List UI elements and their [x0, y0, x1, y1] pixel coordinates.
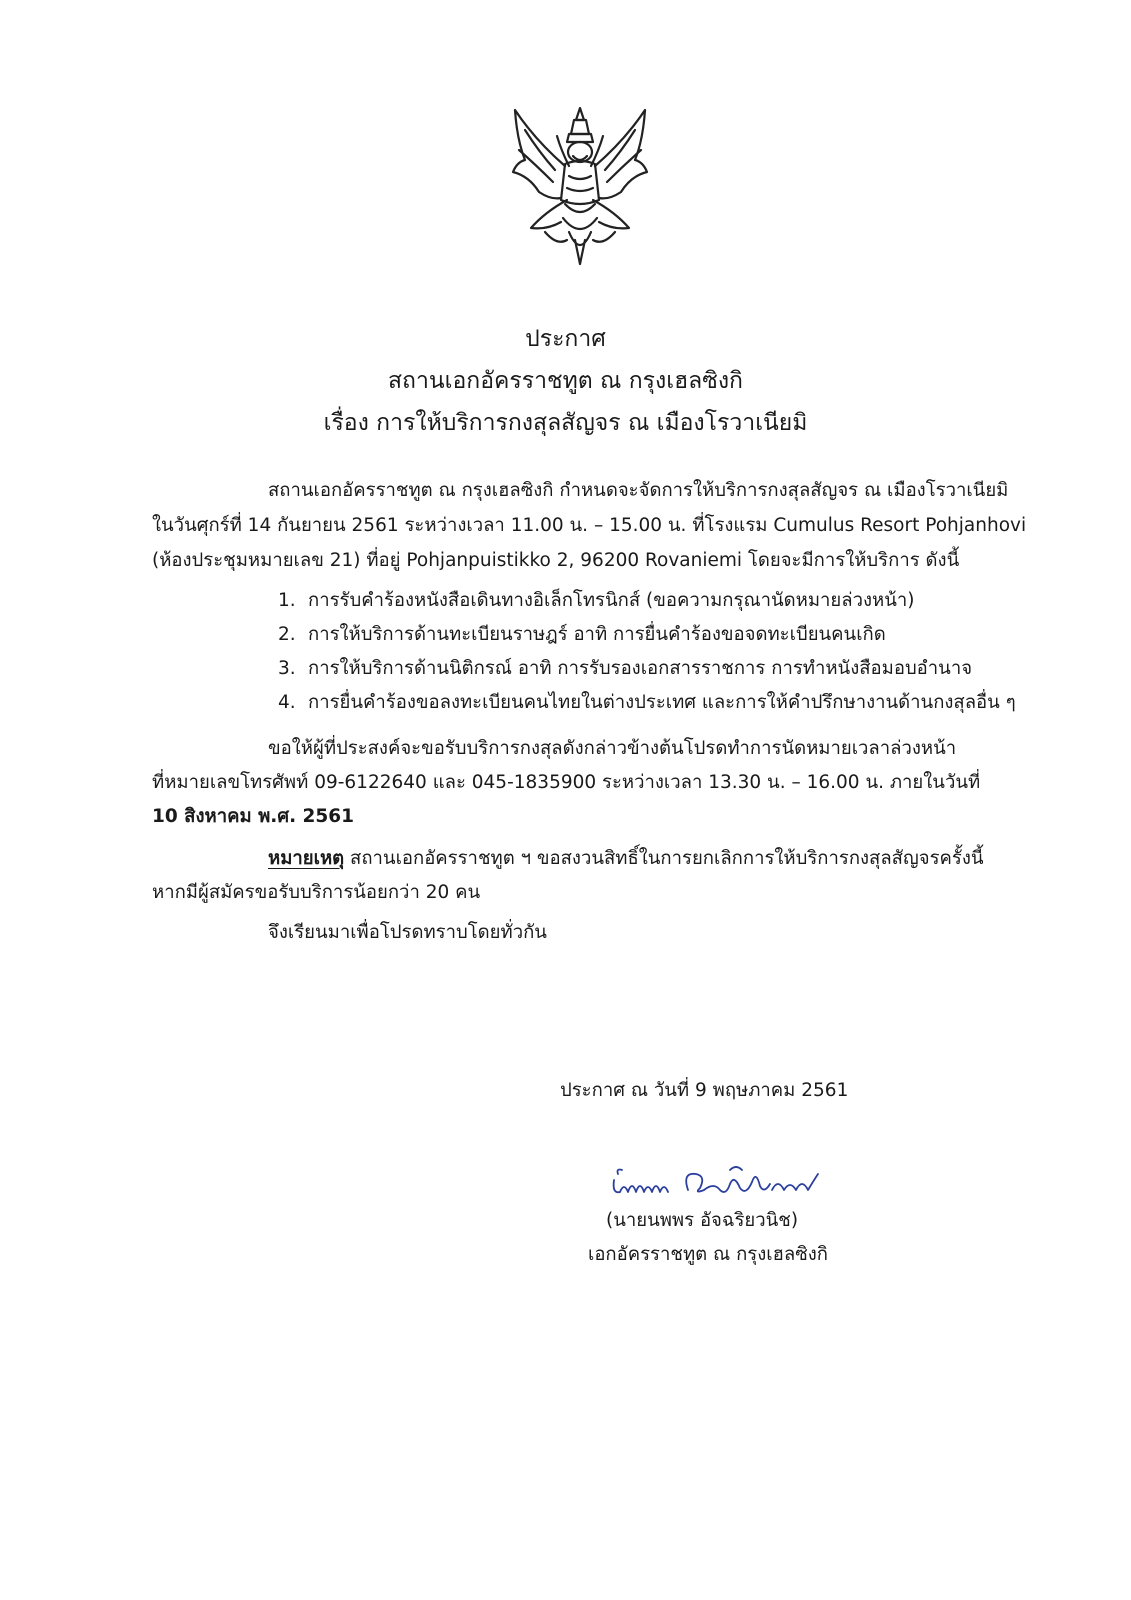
service-item	[278, 660, 972, 679]
appointment-deadline: 10 สิงหาคม พ.ศ. 2561	[152, 806, 355, 827]
note-line-2: หากมีผู้สมัครขอรับบริการน้อยกว่า 20 คน	[152, 882, 481, 903]
header-announcement: ประกาศ	[525, 326, 606, 352]
service-text: การให้บริการด้านนิติกรณ์ อาทิ การรับรองเอกสารราชการ การทำหนังสือมอบอำนาจ	[308, 658, 973, 679]
service-number: 1.	[278, 590, 296, 611]
signatory-name: (นายนพพร อัจฉริยวนิช)	[606, 1210, 799, 1231]
note-label: หมายเหตุ	[268, 848, 345, 869]
appointment-line-2: ที่หมายเลขโทรศัพท์ 09-6122640 และ 045-1835900 ระหว่างเวลา 13.30 น. – 16.00 น. ภายในวันที่	[152, 772, 981, 793]
service-item	[278, 592, 914, 611]
note-text: สถานเอกอัครราชทูต ฯ ขอสงวนสิทธิ์ในการยกเลิกการให้บริการกงสุลสัญจรครั้งนี้	[344, 848, 984, 869]
signature-icon	[610, 1160, 830, 1210]
service-number: 4.	[278, 692, 296, 713]
header-embassy: สถานเอกอัครราชทูต ณ กรุงเฮลซิงกิ	[388, 368, 743, 394]
service-number: 3.	[278, 658, 296, 679]
service-item	[278, 694, 1016, 713]
appointment-line-1: ขอให้ผู้ที่ประสงค์จะขอรับบริการกงสุลดังกล่าวข้างต้นโปรดทำการนัดหมายเวลาล่วงหน้า	[268, 738, 957, 759]
closing-text: จึงเรียนมาเพื่อโปรดทราบโดยทั่วกัน	[268, 922, 547, 943]
garuda-emblem-icon	[505, 100, 655, 268]
service-text: การให้บริการด้านทะเบียนราษฎร์ อาทิ การยื่นคำร้องขอจดทะเบียนคนเกิด	[308, 624, 886, 645]
intro-line-1: สถานเอกอัครราชทูต ณ กรุงเฮลซิงกิ กำหนดจะจัดการให้บริการกงสุลสัญจร ณ เมืองโรวาเนียมิ	[268, 480, 1009, 501]
header-subject: เรื่อง การให้บริการกงสุลสัญจร ณ เมืองโรวาเนียมิ	[323, 410, 808, 436]
signatory-title: เอกอัครราชทูต ณ กรุงเฮลซิงกิ	[588, 1244, 828, 1265]
service-text: การรับคำร้องหนังสือเดินทางอิเล็กโทรนิกส์ (ขอความกรุณานัดหมายล่วงหน้า)	[308, 590, 915, 611]
service-number: 2.	[278, 624, 296, 645]
service-item	[278, 626, 886, 645]
note-line-1	[268, 850, 984, 869]
announcement-date: ประกาศ ณ วันที่ 9 พฤษภาคม 2561	[560, 1080, 849, 1101]
intro-line-2: ในวันศุกร์ที่ 14 กันยายน 2561 ระหว่างเวลา 11.00 น. – 15.00 น. ที่โรงแรม Cumulus Resort Pohjanhovi	[152, 515, 1027, 536]
intro-line-3: (ห้องประชุมหมายเลข 21) ที่อยู่ Pohjanpuistikko 2, 96200 Rovaniemi โดยจะมีการให้บริการ ดังนี้	[152, 550, 960, 571]
service-text: การยื่นคำร้องขอลงทะเบียนคนไทยในต่างประเทศ และการให้คำปรึกษางานด้านกงสุลอื่น ๆ	[308, 692, 1016, 713]
